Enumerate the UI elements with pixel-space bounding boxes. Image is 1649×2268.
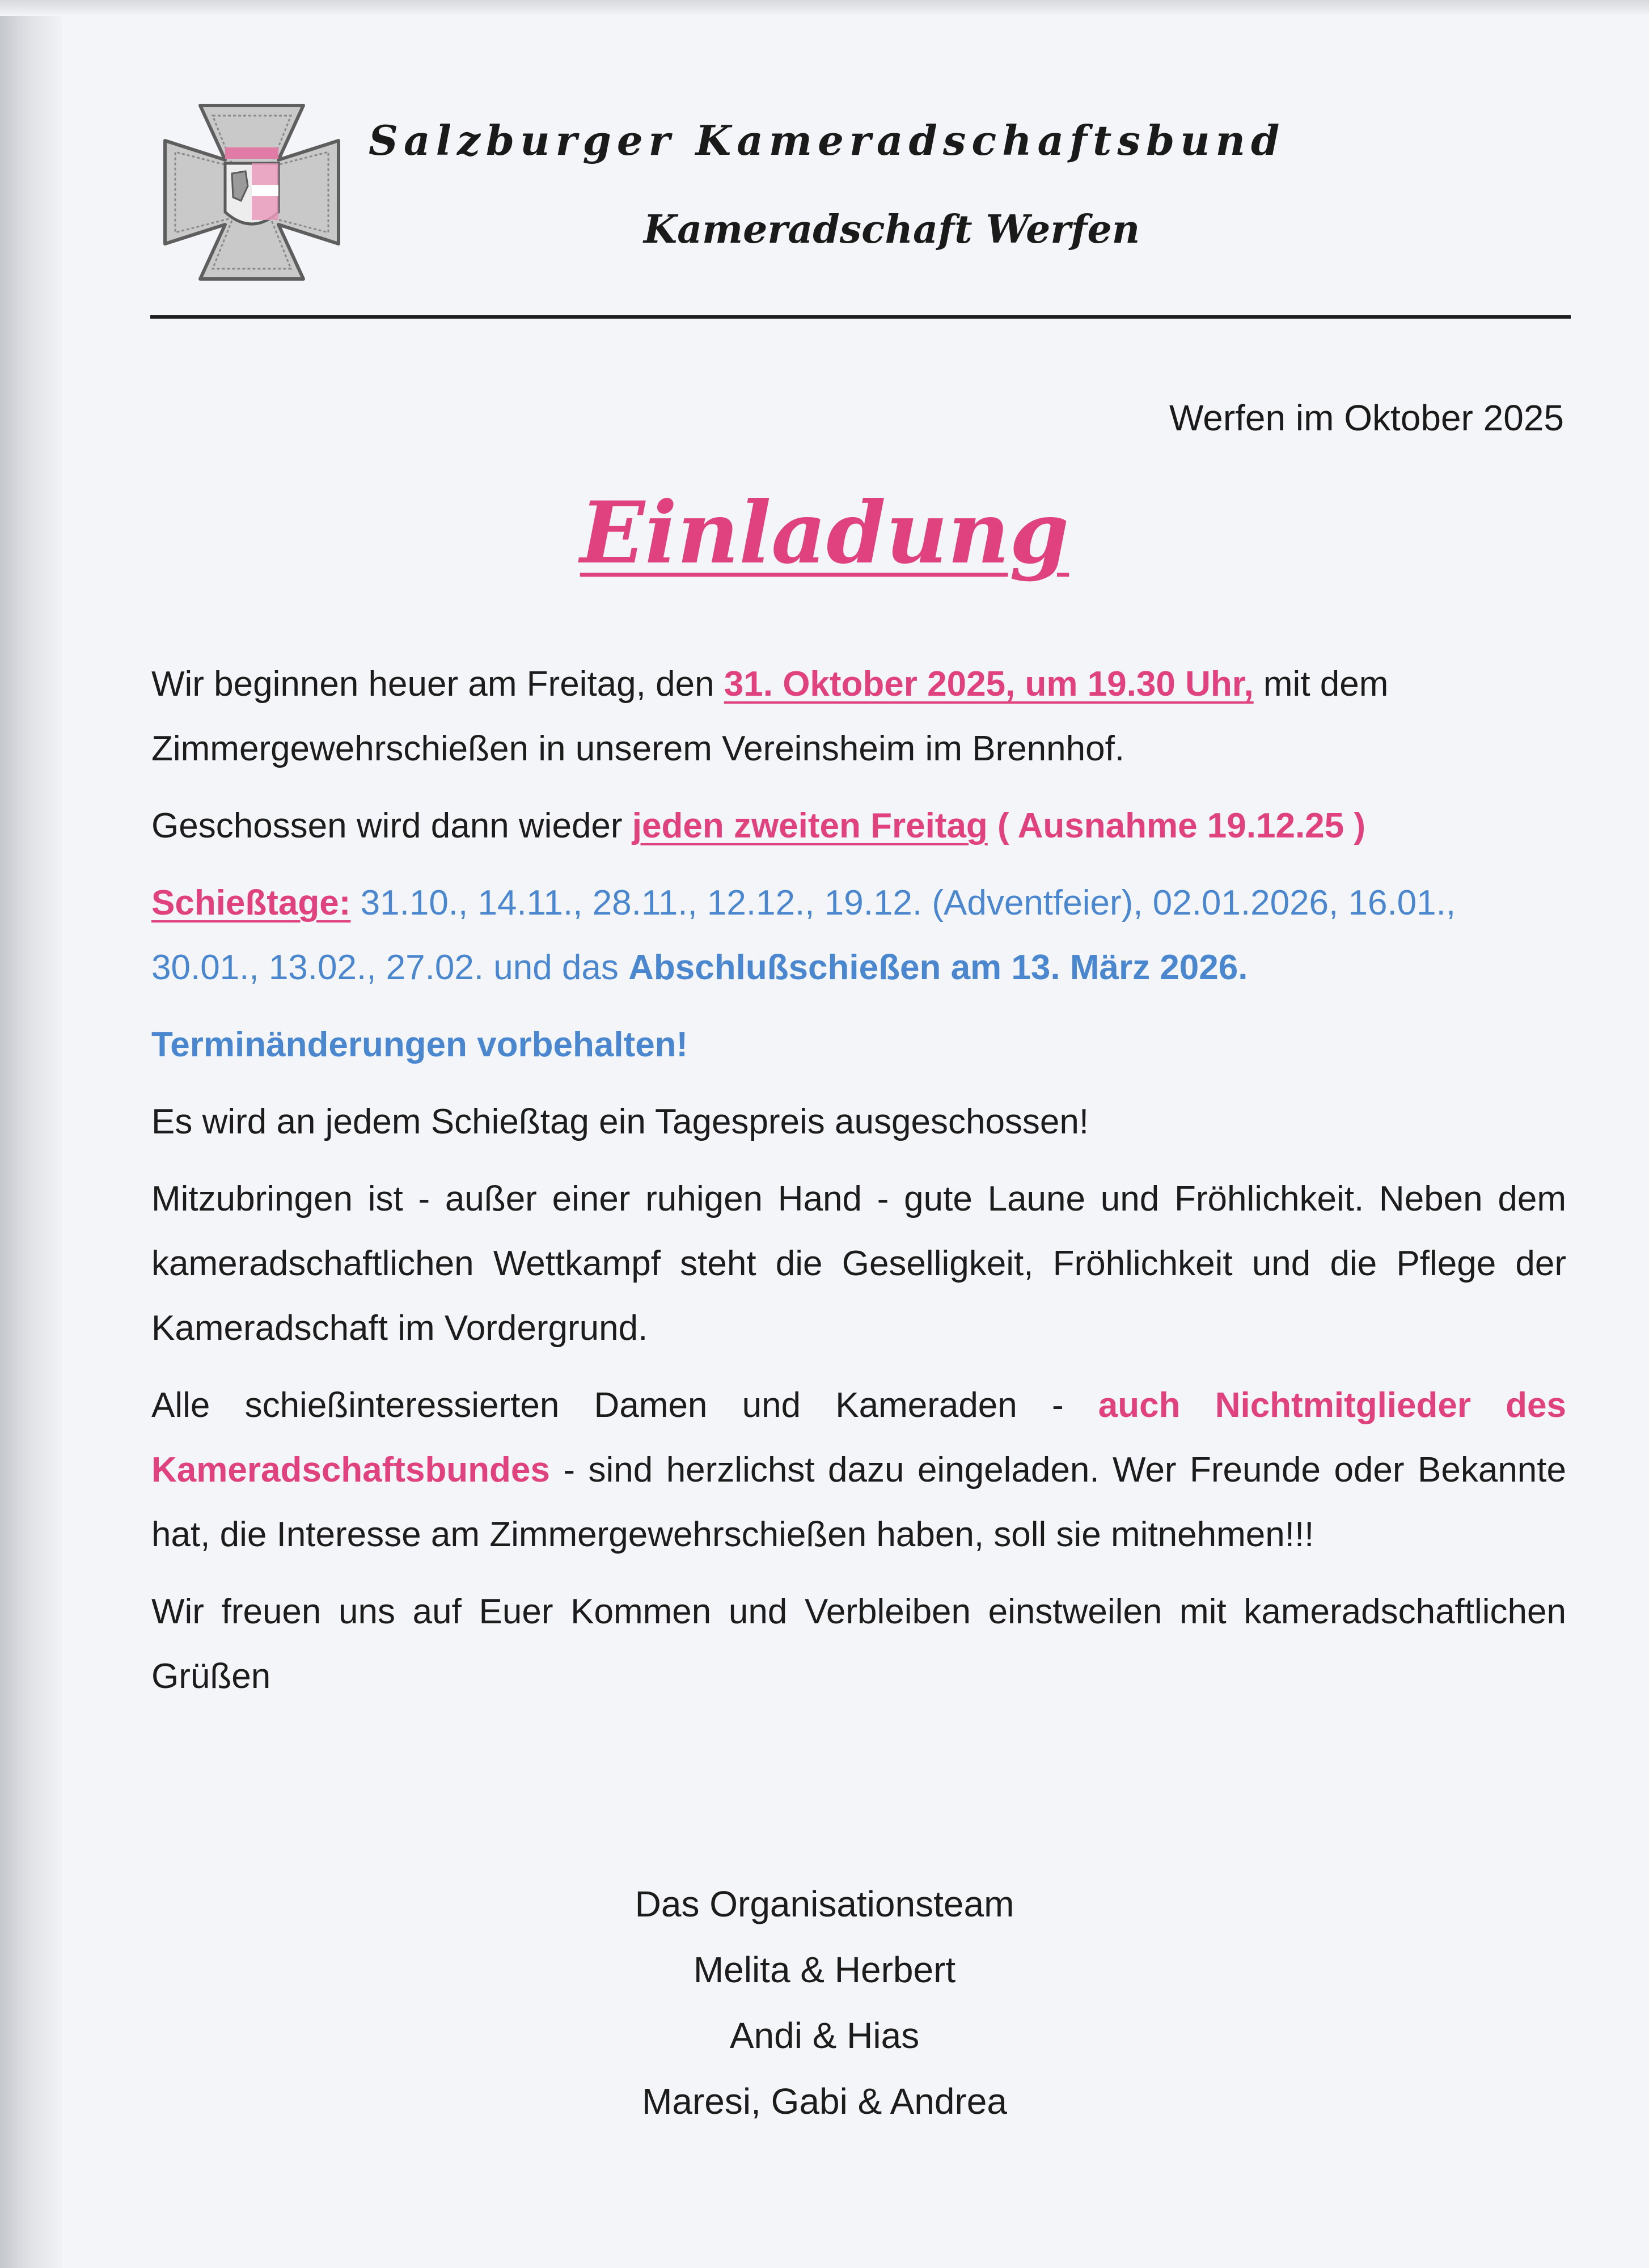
signature-line: Maresi, Gabi & Andrea [642,2081,1007,2122]
scan-top-shadow [0,0,1649,16]
final-shooting: Abschlußschießen am 13. März 2026. [628,948,1248,987]
paragraph-reservation: Terminänderungen vorbehalten! [151,1025,688,1064]
paragraph-daily-prize: Es wird an jedem Schießtag ein Tagespreis ausgeschossen! [151,1102,1089,1141]
page-title [0,483,1649,583]
paragraph-frequency: Geschossen wird dann wieder jeden zweiten Freitag ( Ausnahme 19.12.25 ) [151,806,1366,845]
non-members-highlight: auch Nichtmitglieder des Kameradschaftsbundes [151,1386,1566,1490]
paragraph-schedule [151,871,1566,1000]
exception-note: ( Ausnahme 19.12.25 ) [987,806,1366,845]
letter-body [151,652,1566,1721]
cross-emblem-icon [160,101,343,284]
paragraph-start-date: Wir beginnen heuer am Freitag, den 31. Oktober 2025, um 19.30 Uhr, mit dem Zimmergewehrschießen in unserem Vereinsheim im Brennhof. [151,665,1389,768]
signature-line: Andi & Hias [729,2015,920,2056]
signature-block [0,1871,1649,2134]
frequency-highlight: jeden zweiten Freitag [632,806,988,845]
signature-team: Das Organisationsteam [635,1884,1014,1924]
heading-text: Einladung [580,483,1069,583]
schedule-dates: 31.10., 14.11., 28.11., 12.12., 19.12. (Adventfeier), 02.01.2026, 16.01., 30.01., 13.02., 27.02. und das [151,883,1456,987]
organization-name: Salzburger Kameradschaftsbund [369,116,1286,164]
signature-line: Melita & Herbert [693,1949,956,1990]
paragraph-invitation: Alle schießinteressierten Damen und Kameraden - auch Nichtmitglieder des Kameradschaftsbundes - sind herzlichst dazu eingeladen. Wer Freunde oder Bekannte hat, die Interesse am Zimmergewehrschießen haben, soll sie mitnehmen!!! [151,1386,1566,1554]
paragraph-closing: Wir freuen uns auf Euer Kommen und Verbleiben einstweilen mit kameradschaftlichen Grüßen [151,1592,1566,1696]
schedule-label: Schießtage: [151,883,351,923]
paragraph-what-to-bring: Mitzubringen ist - außer einer ruhigen Hand - gute Laune und Fröhlichkeit. Neben dem kameradschaftlichen Wettkampf steht die Geselligkeit, Fröhlichkeit und die Pflege der Kameradschaft im Vordergrund. [151,1179,1566,1348]
start-datetime: 31. Oktober 2025, um 19.30 Uhr, [724,665,1254,704]
header-divider [150,315,1571,319]
branch-name: Kameradschaft Werfen [644,207,1140,252]
date-line: Werfen im Oktober 2025 [1169,397,1564,438]
